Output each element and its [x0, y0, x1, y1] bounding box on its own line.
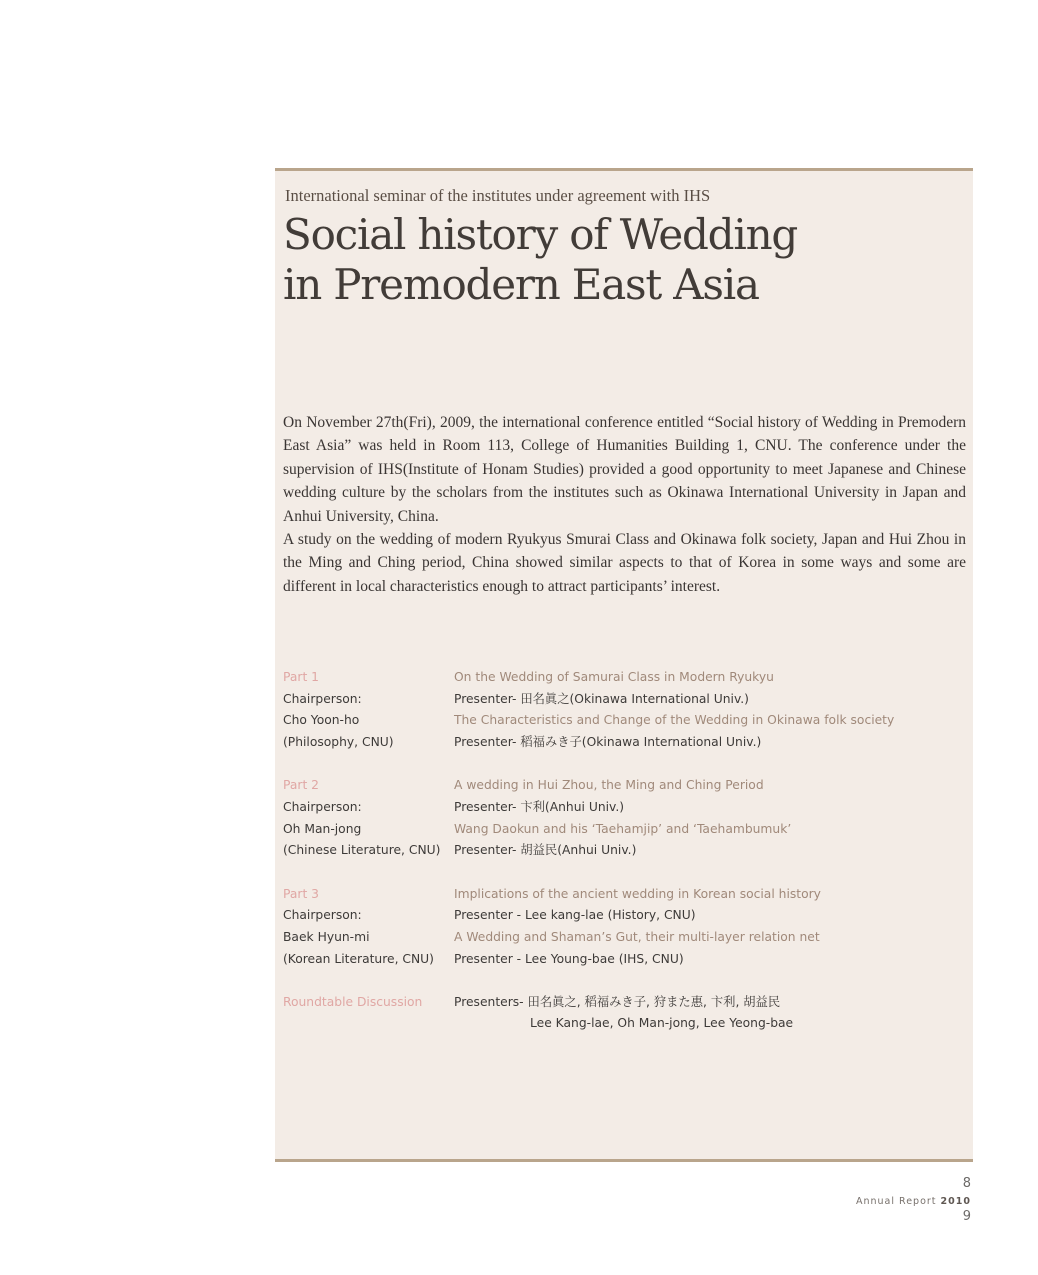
part-label: Part 2 — [283, 778, 320, 793]
title-line-1: Social history of Wedding — [283, 210, 798, 259]
article-body — [283, 411, 966, 598]
presenters-list-2: Lee Kang-lae, Oh Man-jong, Lee Yeong-bae — [530, 1016, 794, 1031]
program-part-1 — [283, 667, 973, 754]
topic-title: The Characteristics and Change of the Wedding in Okinawa folk society — [454, 713, 895, 728]
report-label-text: Annual Report — [855, 1196, 941, 1207]
chair-label: Chairperson: — [283, 799, 362, 814]
topic-title: A wedding in Hui Zhou, the Ming and Ching Period — [454, 778, 764, 793]
title-line-2: in Premodern East Asia — [283, 260, 759, 309]
chair-name: Baek Hyun-mi — [283, 929, 370, 944]
page-number-left: 8 — [962, 1176, 971, 1191]
paragraph-1: On November 27th(Fri), 2009, the international conference entitled “Social history of Wedding in Premodern East Asia” was held in Room 113, College of Humanities Building 1, CNU. The conference under the supervision of IHS(Institute of Honam Studies) provided a good opportunity to meet Japanese and Chinese wedding culture by the scholars from the institutes such as Okinawa International University in Japan and Anhui University, China. — [283, 414, 966, 525]
presenter: Presenter- 稻福みき子(Okinawa International Univ.) — [454, 735, 762, 750]
chair-affiliation: (Korean Literature, CNU) — [283, 951, 434, 966]
page-title — [283, 210, 797, 310]
part-label: Part 1 — [283, 670, 320, 684]
presenter: Presenter - Lee kang-lae (History, CNU) — [454, 908, 696, 923]
chair-label: Chairperson: — [283, 691, 362, 706]
part-label: Part 3 — [283, 886, 320, 901]
topic-title: On the Wedding of Samurai Class in Modern Ryukyu — [454, 670, 774, 684]
presenter: Presenter- 田名眞之(Okinawa International Univ.) — [454, 691, 749, 706]
chair-name: Oh Man-jong — [283, 821, 362, 836]
presenter: Presenter- 胡益民(Anhui Univ.) — [454, 843, 637, 858]
presenter: Presenter - Lee Young-bae (IHS, CNU) — [454, 951, 684, 966]
report-label — [856, 1196, 971, 1207]
page-number-right: 9 — [962, 1209, 971, 1224]
section-kicker: International seminar of the institutes under agreement with IHS — [285, 186, 711, 205]
program-part-3 — [283, 884, 973, 971]
roundtable-label: Roundtable Discussion — [283, 994, 423, 1009]
presenters-list-1: 田名眞之, 稻福みき子, 狩また惠, 卞利, 胡益民 — [527, 994, 781, 1009]
presenter: Presenter- 卞利(Anhui Univ.) — [454, 799, 625, 814]
presenters-label: Presenters- — [454, 994, 524, 1009]
topic-title: Wang Daokun and his ‘Taehamjip’ and ‘Taehambumuk’ — [454, 821, 792, 836]
chair-affiliation: (Philosophy, CNU) — [283, 735, 394, 750]
topic-title: Implications of the ancient wedding in Korean social history — [454, 886, 821, 901]
chair-affiliation: (Chinese Literature, CNU) — [283, 843, 441, 858]
report-year: 2010 — [940, 1196, 971, 1207]
program-schedule — [283, 667, 973, 1057]
chair-name: Cho Yoon-ho — [283, 713, 360, 728]
topic-title: A Wedding and Shaman’s Gut, their multi-layer relation net — [454, 929, 820, 944]
program-part-2 — [283, 775, 973, 862]
paragraph-2: A study on the wedding of modern Ryukyus Smurai Class and Okinawa folk society, Japan and Hui Zhou in the Ming and Ching period, China showed similar aspects to that of Korea in some ways and some are different in local characteristics enough to attract participants’ interest. — [283, 531, 966, 595]
chair-label: Chairperson: — [283, 908, 362, 923]
roundtable-discussion — [283, 992, 973, 1035]
